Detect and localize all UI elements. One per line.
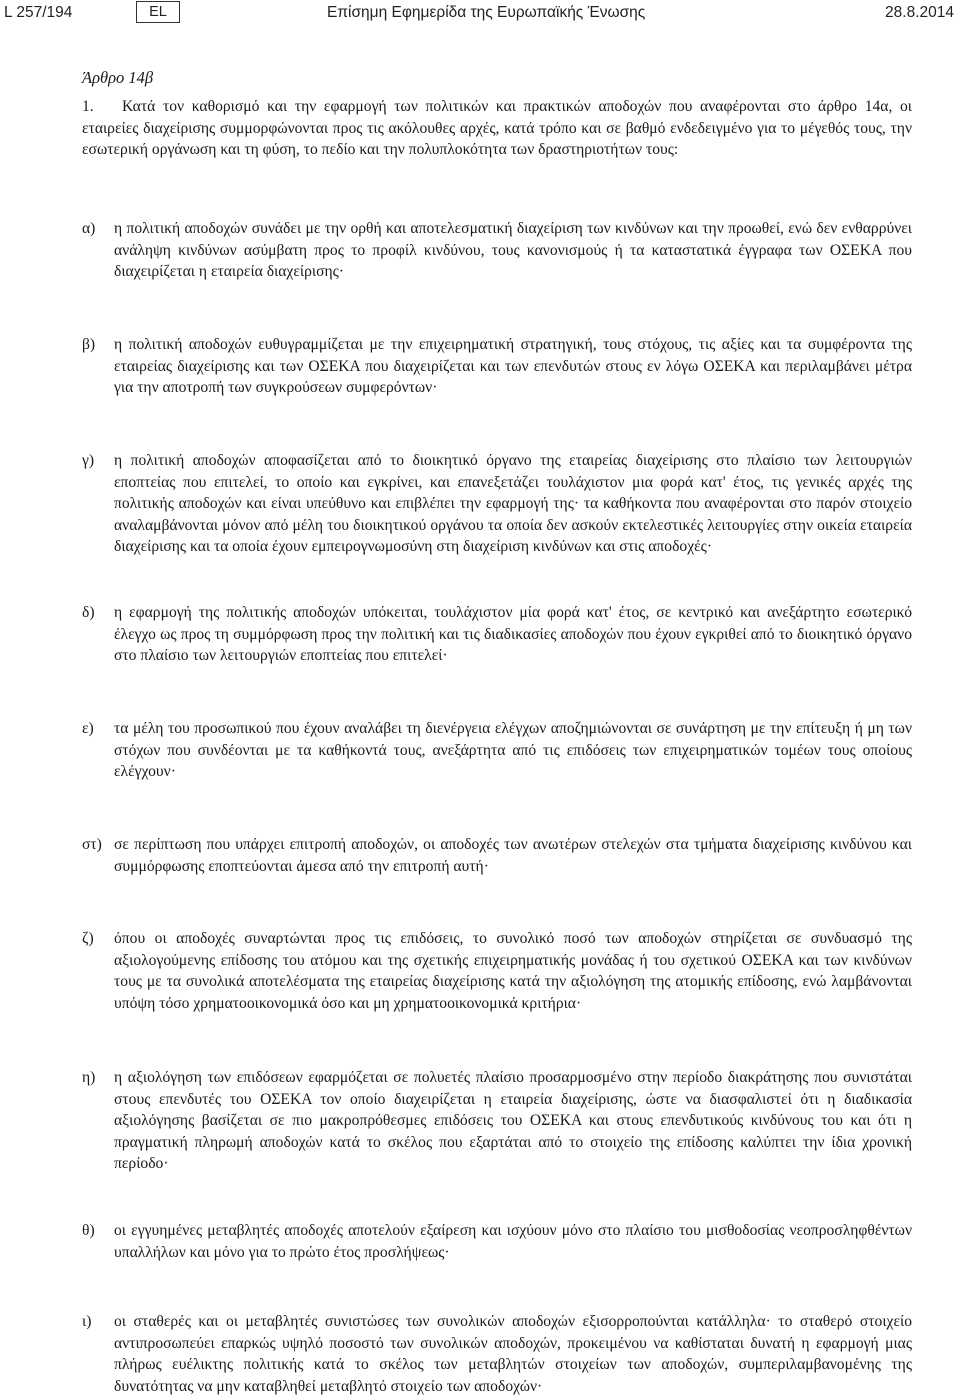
- list-item-marker: ζ): [82, 930, 94, 947]
- list-item-marker: η): [82, 1069, 96, 1086]
- journal-title: Επίσημη Εφημερίδα της Ευρωπαϊκής Ένωσης: [327, 4, 646, 21]
- list-item-text: η πολιτική αποδοχών συνάδει με την ορθή και αποτελεσματική διαχείριση των κινδύνων και την προωθεί, ενώ δεν ενθαρρύνει ανάληψη κινδύνων ασύμβατη προς το προφίλ κινδύνου, τους κανονισμούς ή τα καταστατικά έγγραφα των ΟΣΕΚΑ που διαχειρίζεται η εταιρεία διαχείρισης·: [114, 220, 912, 280]
- paragraph-number: 1.: [82, 98, 94, 115]
- list-item-text: η εφαρμογή της πολιτικής αποδοχών υπόκειται, τουλάχιστον μία φορά κατ' έτος, σε κεντρικό και ανεξάρτητο εσωτερικό έλεγχο ως προς τη συμμόρφωση προς την πολιτική και τις διαδικασίες αποδοχών που έχουν εγκριθεί από το διοικητικό όργανο στο πλαίσιο των λειτουργιών εποπτείας που επιτελεί·: [114, 604, 912, 664]
- language-code-box: EL: [136, 1, 180, 23]
- list-item-marker: α): [82, 220, 96, 237]
- list-item-text: οι σταθερές και οι μεταβλητές συνιστώσες των συνολικών αποδοχών εξισορροπούνται κατάλληλα· το σταθερό στοιχείο αντιπροσωπεύει επαρκώς υψηλό ποσοστό των συνολικών αποδοχών, προκειμένου να καθίσταται δυνατή η εφαρμογή μιας πλήρως ευέλικτης πολιτικής κατά το σκέλος των μεταβλητών στοιχείων των αποδοχών, συμπεριλαμβανομένης της δυνατότητας να μην καταβληθεί μεταβλητό στοιχείο των αποδοχών·: [114, 1313, 912, 1395]
- list-item-marker: ε): [82, 720, 94, 737]
- list-item-text: όπου οι αποδοχές συναρτώνται προς τις επιδόσεις, το συνολικό ποσό των αποδοχών στηρίζεται σε συνδυασμό της αξιολογούμενης επίδοσης του ατόμου και της σχετικής επιχειρηματικής μονάδας ή του σχετικού ΟΣΕΚΑ και των κινδύνων τους με τα συνολικά αποτελέσματα της εταιρείας διαχείρισης κατά την αξιολόγηση της ατομικής επίδοσης, ενώ λαμβάνονται υπόψη τόσο χρηματοοικονομικά όσο και μη χρηματοοικονομικά κριτήρια·: [114, 930, 912, 1012]
- list-item-text: τα μέλη του προσωπικού που έχουν αναλάβει τη διενέργεια ελέγχων αποζημιώνονται σε συνάρτηση με την επίτευξη ή μη των στόχων που συνδέονται με τα καθήκοντά τους, ανεξάρτητα από τις επιδόσεις των επιχειρηματικών τομέων τους οποίους ελέγχουν·: [114, 720, 912, 780]
- page-header: [0, 0, 960, 30]
- list-item-text: οι εγγυημένες μεταβλητές αποδοχές αποτελούν εξαίρεση και ισχύουν μόνο στο πλαίσιο του μισθοδοσίας νεοπροσληφθέντων υπαλλήλων και μόνο για το πρώτο έτος προσλήψεως·: [114, 1222, 912, 1261]
- list-item-text: σε περίπτωση που υπάρχει επιτροπή αποδοχών, οι αποδοχές των ανωτέρων στελεχών στα τμήματα διαχείρισης κινδύνου και συμμόρφωσης εποπτεύονται άμεσα από την επιτροπή αυτή·: [114, 836, 912, 875]
- list-item-text: η πολιτική αποδοχών αποφασίζεται από το διοικητικό όργανο της εταιρείας διαχείρισης στο πλαίσιο των λειτουργιών εποπτείας που επιτελεί, το οποίο και εγκρίνει, και επανεξετάζει τουλάχιστον μια φορά κατ' έτος, τις γενικές αρχές της πολιτικής αποδοχών και είναι υπεύθυνο και επιβλέπει την εφαρμογή της· τα καθήκοντα που αναφέρονται στο παρόν στοιχείο αναλαμβάνονται μόνον από μέλη του διοικητικού οργάνου τα οποία δεν ασκούν εκτελεστικές λειτουργίες στην οικεία εταιρεία διαχείρισης και τα οποία έχουν εμπειρογνωμοσύνη στη διαχείριση κινδύνων και στις αποδοχές·: [114, 452, 912, 555]
- list-item-marker: στ): [82, 836, 102, 853]
- page-reference: L 257/194: [4, 4, 73, 21]
- article-title: Άρθρο 14β: [82, 68, 154, 87]
- paragraph-text: Κατά τον καθορισμό και την εφαρμογή των πολιτικών και πρακτικών αποδοχών που αναφέρονται στο άρθρο 14α, οι εταιρείες διαχείρισης συμμορφώνονται προς τις ακόλουθες αρχές, κατά τρόπο και σε βαθμό ενδεδειγμένο για το μέγεθός τους, την εσωτερική οργάνωση και τη φύση, το πεδίο και την πολυπλοκότητα των δραστηριοτήτων τους:: [82, 98, 912, 158]
- list-item-text: η πολιτική αποδοχών ευθυγραμμίζεται με την επιχειρηματική στρατηγική, τους στόχους, τις αξίες και τα συμφέροντα της εταιρείας διαχείρισης και των ΟΣΕΚΑ που διαχειρίζεται και των επενδυτών στους εν λόγω ΟΣΕΚΑ και περιλαμβάνει μέτρα για την αποτροπή των συγκρούσεων συμφερόντων·: [114, 336, 912, 396]
- list-item-marker: δ): [82, 604, 95, 621]
- publication-date: 28.8.2014: [885, 4, 954, 21]
- list-item-marker: β): [82, 336, 96, 353]
- article-intro-paragraph: [82, 96, 912, 161]
- list-item-text: η αξιολόγηση των επιδόσεων εφαρμόζεται σε πολυετές πλαίσιο προσαρμοσμένο στην περίοδο διακράτησης που συνιστάται στους επενδυτές του ΟΣΕΚΑ τον οποίο διαχειρίζεται η εταιρεία διαχείρισης, ώστε να διασφαλιστεί ότι η διαδικασία αξιολόγησης βασίζεται σε πιο μακροπρόθεσμες επιδόσεις του ΟΣΕΚΑ και στους επενδυτικούς κινδύνους του και ότι η πραγματική πληρωμή αποδοχών κατά το σκέλος που εξαρτάται από το στοιχείο της επίδοσης καλύπτει την ίδια χρονική περίοδο·: [114, 1069, 912, 1172]
- list-item-marker: γ): [82, 452, 95, 469]
- list-item-marker: ι): [82, 1313, 92, 1330]
- list-item-marker: θ): [82, 1222, 95, 1239]
